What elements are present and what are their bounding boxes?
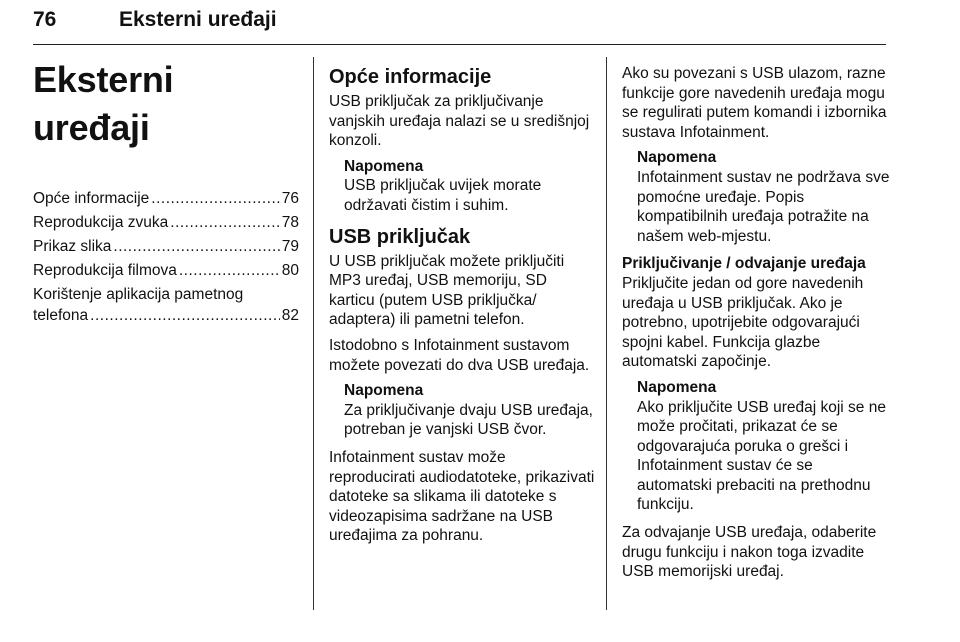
toc-page: 79 bbox=[281, 238, 299, 255]
middle-column bbox=[329, 64, 595, 552]
toc-label: Reprodukcija filmova bbox=[33, 262, 177, 279]
paragraph: Istodobno s Infotainment sustavom možete povezati do dva USB uređaja. bbox=[329, 336, 590, 374]
toc-page: 82 bbox=[281, 307, 299, 324]
toc-item[interactable] bbox=[33, 188, 299, 209]
toc-label: telefona bbox=[33, 307, 89, 324]
note-title: Napomena bbox=[344, 157, 424, 175]
page-number: 76 bbox=[33, 8, 57, 31]
note-box bbox=[637, 378, 892, 515]
right-column bbox=[622, 64, 892, 588]
toc-item[interactable] bbox=[33, 260, 299, 281]
paragraph: Za odvajanje USB uređaja, odaberite drugu funkciju i nakon toga izvadite USB memorijski uređaj. bbox=[622, 524, 877, 581]
chapter-title: Eksterni uređaji bbox=[33, 59, 174, 148]
page-header bbox=[33, 6, 886, 46]
note-title: Napomena bbox=[637, 378, 717, 396]
header-rule bbox=[33, 44, 886, 45]
section-heading: Opće informacije bbox=[329, 66, 492, 88]
note-box bbox=[637, 148, 892, 246]
toc-leader bbox=[170, 212, 279, 233]
toc-page: 80 bbox=[281, 262, 299, 279]
toc-item[interactable] bbox=[33, 236, 299, 257]
note-title: Napomena bbox=[637, 149, 717, 167]
toc-label-line1: Korištenje aplikacija pametnog bbox=[33, 286, 244, 303]
chapter-column bbox=[33, 56, 299, 329]
note-text: Za priključivanje dvaju USB uređaja, potreban je vanjski USB čvor. bbox=[344, 401, 593, 439]
toc-label: Opće informacije bbox=[33, 190, 150, 207]
paragraph: U USB priključak možete priključiti MP3 uređaj, USB memoriju, SD karticu (putem USB priključka/ adaptera) ili pametni telefon. bbox=[329, 252, 565, 329]
column-divider bbox=[313, 57, 314, 610]
toc-item[interactable] bbox=[33, 284, 299, 326]
paragraph: USB priključak za priključivanje vanjskih uređaja nalazi se u središnjoj konzoli. bbox=[329, 93, 590, 150]
column-divider bbox=[606, 57, 607, 610]
toc-leader bbox=[151, 188, 279, 209]
running-title: Eksterni uređaji bbox=[119, 8, 277, 31]
toc-label: Prikaz slika bbox=[33, 238, 112, 255]
paragraph: Infotainment sustav može reproducirati audiodatoteke, prikazivati datoteke sa slikama ili datoteke s videozapisima sadržane na USB uređajima za pohranu. bbox=[329, 448, 595, 545]
toc-leader bbox=[179, 260, 280, 281]
note-text: USB priključak uvijek morate održavati čistim i suhim. bbox=[344, 177, 542, 214]
note-box bbox=[344, 157, 595, 216]
note-title: Napomena bbox=[344, 382, 424, 400]
table-of-contents bbox=[33, 188, 299, 326]
toc-page: 76 bbox=[281, 190, 299, 207]
note-box bbox=[344, 381, 595, 440]
section-heading: USB priključak bbox=[329, 225, 471, 248]
paragraph: Ako su povezani s USB ulazom, razne funkcije gore navedenih uređaja mogu se regulirati putem komandi i izbornika sustava Infotainment. bbox=[622, 65, 887, 141]
toc-leader bbox=[90, 305, 280, 326]
note-text: Ako priključite USB uređaj koji se ne može pročitati, prikazat će se odgovarajuća poruka o grešci i Infotainment sustav će se automatski prebaciti na prethodnu funkciju. bbox=[637, 398, 886, 514]
toc-label: Reprodukcija zvuka bbox=[33, 214, 169, 231]
note-text: Infotainment sustav ne podržava sve pomoćne uređaje. Popis kompatibilnih uređaja potražite na našem web-mjestu. bbox=[637, 168, 890, 245]
paragraph: Priključite jedan od gore navedenih uređaja u USB priključak. Ako je potrebno, upotrijebite odgovarajući spojni kabel. Funkcija glazbe automatski započinje. bbox=[622, 274, 864, 371]
toc-leader bbox=[113, 236, 279, 257]
subheading: Priključivanje / odvajanje uređaja bbox=[622, 255, 866, 273]
toc-page: 78 bbox=[281, 214, 299, 231]
toc-item[interactable] bbox=[33, 212, 299, 233]
